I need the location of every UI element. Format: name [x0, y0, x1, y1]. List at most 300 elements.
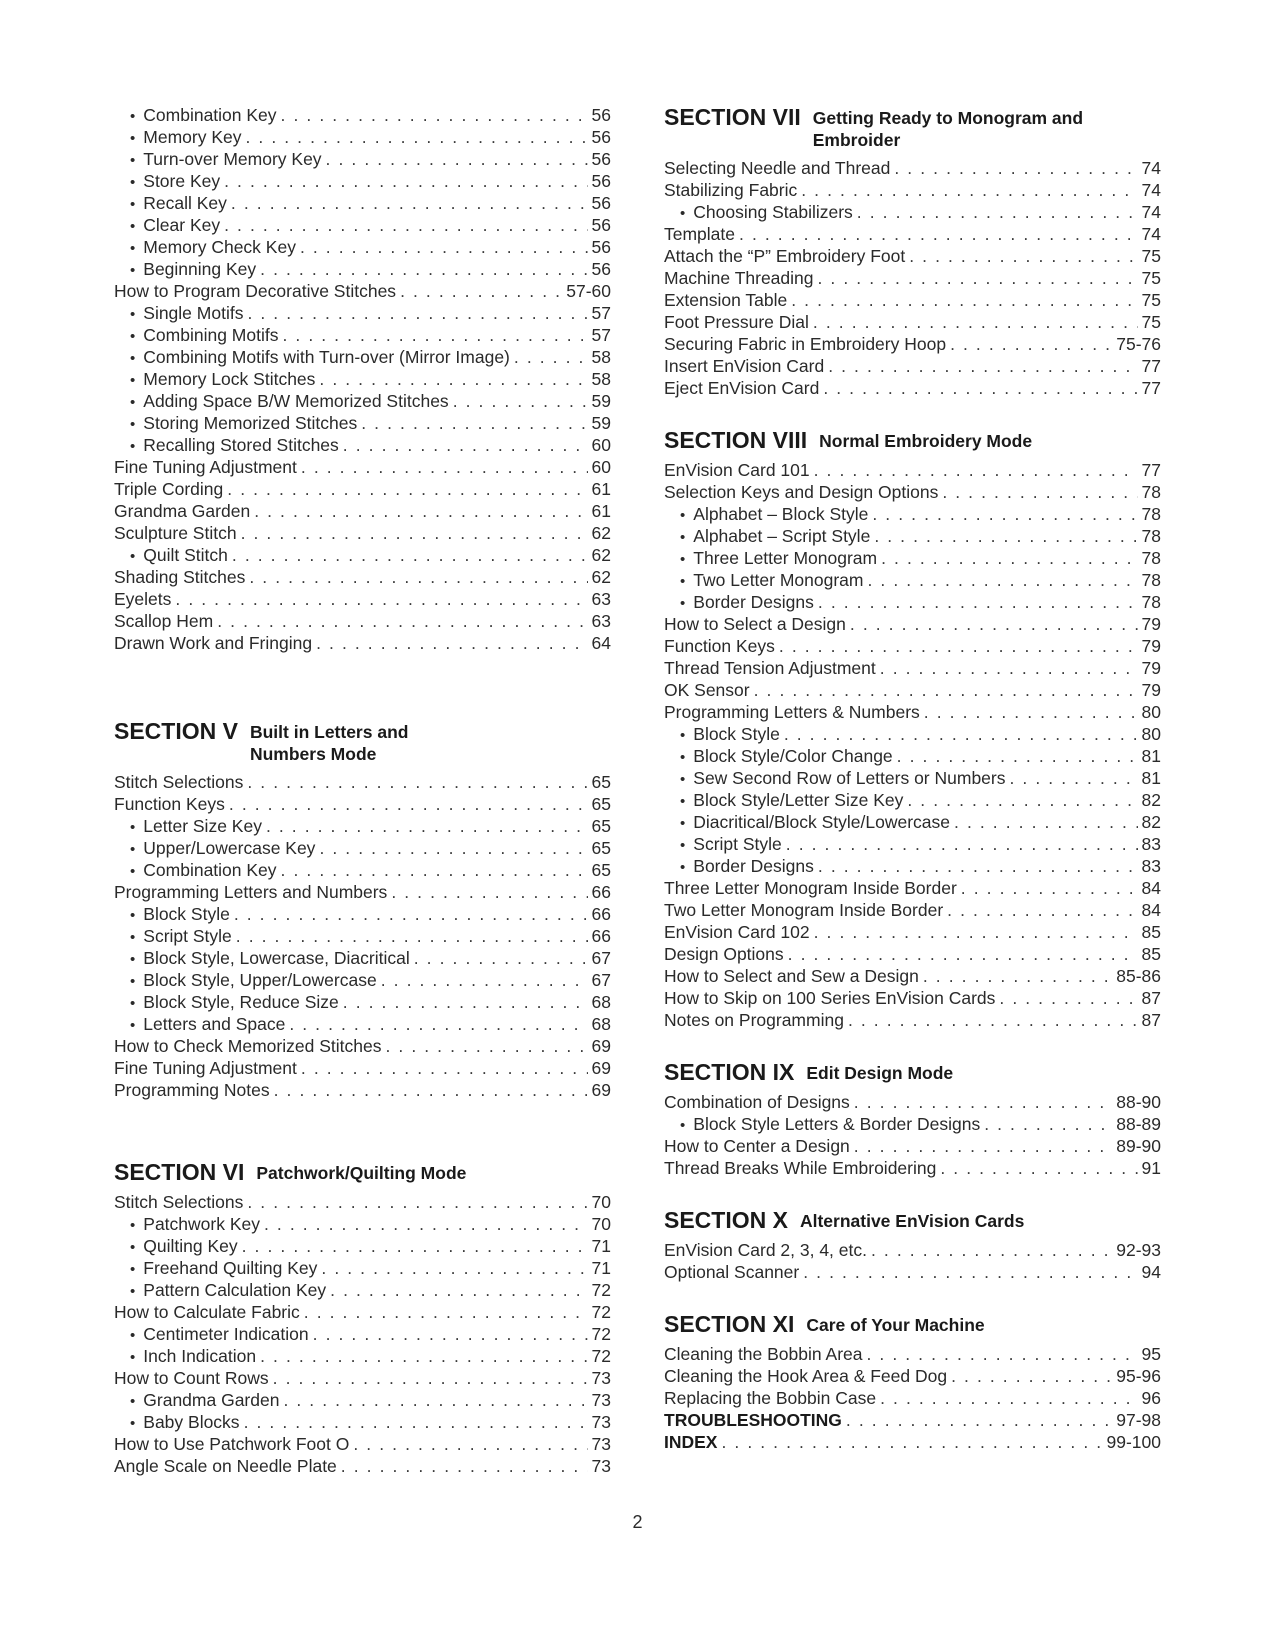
entry-page: 74: [1141, 202, 1161, 222]
dot-leader: [274, 1079, 588, 1101]
dot-leader: [739, 223, 1138, 245]
entry-page: 87: [1141, 988, 1161, 1008]
toc-subentry: [114, 1411, 611, 1433]
toc-subentry: [664, 503, 1161, 525]
dot-leader: [282, 324, 587, 346]
toc-entry: [114, 1079, 611, 1101]
dot-leader: [923, 965, 1112, 987]
entry-page: 65: [591, 816, 611, 836]
entry-title: • Quilting Key: [143, 1236, 238, 1256]
toc-subentry: [114, 258, 611, 280]
entry-title: • Store Key: [143, 171, 221, 191]
toc-subentry: [664, 833, 1161, 855]
entry-page: 72: [591, 1324, 611, 1344]
entry-title: • Quilt Stitch: [143, 545, 228, 565]
toc-list: [664, 459, 1161, 1031]
dot-leader: [850, 613, 1138, 635]
entry-title: • Block Style, Lowercase, Diacritical: [143, 948, 410, 968]
dot-leader: [391, 881, 587, 903]
section-title: Care of Your Machine: [806, 1315, 985, 1335]
toc-subentry: [114, 236, 611, 258]
entry-title: Fine Tuning Adjustment: [114, 1058, 297, 1078]
toc-list: [664, 1239, 1161, 1283]
entry-page: 77: [1141, 356, 1161, 376]
entry-page: 60: [591, 457, 611, 477]
dot-leader: [1010, 767, 1138, 789]
dot-leader: [872, 503, 1137, 525]
section-header: [114, 718, 611, 765]
entry-page: 56: [591, 215, 611, 235]
entry-page: 99-100: [1106, 1432, 1161, 1452]
entry-page: 77: [1141, 378, 1161, 398]
toc-subentry: [114, 1279, 611, 1301]
entry-title: EnVision Card 101: [664, 460, 810, 480]
entry-title: • Choosing Stabilizers: [693, 202, 853, 222]
entry-page: 57: [591, 303, 611, 323]
entry-page: 56: [591, 171, 611, 191]
toc-entry: [664, 223, 1161, 245]
toc-subentry: [664, 569, 1161, 591]
section-header: [664, 427, 1161, 453]
dot-leader: [217, 610, 587, 632]
section-title: Patchwork/Quilting Mode: [256, 1163, 467, 1183]
dot-leader: [234, 903, 588, 925]
entry-page: 59: [591, 413, 611, 433]
section-title: Getting Ready to Monogram and Embroider: [812, 108, 1084, 150]
dot-leader: [260, 1345, 587, 1367]
toc-entry: [114, 1035, 611, 1057]
entry-title: • Grandma Garden: [143, 1390, 280, 1410]
dot-leader: [721, 1431, 1102, 1453]
toc-entry: [664, 1239, 1161, 1261]
entry-page: 75: [1141, 268, 1161, 288]
entry-page: 94: [1141, 1262, 1161, 1282]
dot-leader: [385, 1035, 587, 1057]
dot-leader: [909, 245, 1137, 267]
entry-page: 68: [591, 1014, 611, 1034]
dot-leader: [814, 459, 1138, 481]
entry-page: 56: [591, 149, 611, 169]
entry-title: • Letters and Space: [143, 1014, 286, 1034]
entry-title: • Border Designs: [693, 856, 814, 876]
entry-page: 70: [591, 1192, 611, 1212]
toc-entry: [114, 566, 611, 588]
entry-page: 79: [1141, 658, 1161, 678]
entry-title: • Sew Second Row of Letters or Numbers: [693, 768, 1006, 788]
toc-entry: [664, 1431, 1161, 1453]
entry-page: 66: [591, 926, 611, 946]
entry-title: • Patchwork Key: [143, 1214, 260, 1234]
entry-page: 83: [1141, 834, 1161, 854]
dot-leader: [846, 1409, 1112, 1431]
dot-leader: [788, 943, 1138, 965]
toc-entry: [664, 377, 1161, 399]
entry-page: 69: [591, 1036, 611, 1056]
entry-page: 61: [591, 479, 611, 499]
entry-title: • Combination Key: [143, 105, 277, 125]
dot-leader: [281, 859, 588, 881]
dot-leader: [304, 1301, 588, 1323]
entry-title: Programming Letters & Numbers: [664, 702, 920, 722]
section-header: [664, 104, 1161, 151]
dot-leader: [854, 1135, 1112, 1157]
dot-leader: [300, 236, 588, 258]
toc-entry: [664, 1009, 1161, 1031]
toc-subentry: [114, 1213, 611, 1235]
entry-page: 73: [591, 1368, 611, 1388]
entry-title: Extension Table: [664, 290, 788, 310]
entry-page: 82: [1141, 790, 1161, 810]
entry-page: 63: [591, 611, 611, 631]
entry-page: 69: [591, 1058, 611, 1078]
dot-leader: [343, 991, 588, 1013]
entry-title: • Memory Lock Stitches: [143, 369, 316, 389]
entry-page: 83: [1141, 856, 1161, 876]
dot-leader: [784, 723, 1138, 745]
section-number: SECTION IX: [664, 1059, 795, 1085]
dot-leader: [786, 833, 1138, 855]
toc-subentry: [114, 859, 611, 881]
entry-title: • Script Style: [143, 926, 232, 946]
entry-page: 74: [1141, 224, 1161, 244]
toc-subentry: [664, 745, 1161, 767]
dot-leader: [779, 635, 1138, 657]
toc-entry: [664, 701, 1161, 723]
dot-leader: [951, 1365, 1112, 1387]
dot-leader: [283, 1389, 587, 1411]
entry-page: 67: [591, 970, 611, 990]
toc-entry: [114, 771, 611, 793]
toc-entry: [664, 965, 1161, 987]
entry-page: 80: [1141, 724, 1161, 744]
entry-page: 78: [1141, 482, 1161, 502]
entry-page: 78: [1141, 548, 1161, 568]
dot-leader: [313, 1323, 588, 1345]
entry-title: • Block Style Letters & Border Designs: [693, 1114, 981, 1134]
entry-page: 95: [1141, 1344, 1161, 1364]
entry-title: Programming Letters and Numbers: [114, 882, 388, 902]
entry-page: 65: [591, 794, 611, 814]
entry-title: Selecting Needle and Thread: [664, 158, 891, 178]
entry-title: How to Use Patchwork Foot O: [114, 1434, 350, 1454]
entry-page: 85: [1141, 944, 1161, 964]
entry-page: 75: [1141, 290, 1161, 310]
toc-subentry: [114, 903, 611, 925]
entry-page: 60: [591, 435, 611, 455]
toc-subentry: [114, 390, 611, 412]
dot-leader: [247, 302, 587, 324]
dot-leader: [224, 214, 587, 236]
dot-leader: [242, 1235, 588, 1257]
toc-entry: [114, 456, 611, 478]
toc-subentry: [664, 1113, 1161, 1135]
dot-leader: [813, 311, 1138, 333]
dot-leader: [867, 569, 1137, 591]
toc-entry: [664, 179, 1161, 201]
entry-title: • Baby Blocks: [143, 1412, 240, 1432]
entry-title: Optional Scanner: [664, 1262, 800, 1282]
section-header: [664, 1207, 1161, 1233]
toc-entry: [114, 522, 611, 544]
entry-page: 57: [591, 325, 611, 345]
dot-leader: [326, 148, 588, 170]
toc-entry: [114, 610, 611, 632]
dot-leader: [266, 815, 588, 837]
entry-title: • Diacritical/Block Style/Lowercase: [693, 812, 951, 832]
section-header: [114, 1159, 611, 1185]
dot-leader: [289, 1013, 587, 1035]
toc-entry: [114, 881, 611, 903]
toc-entry: [664, 613, 1161, 635]
entry-title: • Two Letter Monogram: [693, 570, 864, 590]
dot-leader: [871, 1239, 1112, 1261]
entry-page: 62: [591, 545, 611, 565]
entry-title: Fine Tuning Adjustment: [114, 457, 297, 477]
toc-entry: [114, 588, 611, 610]
entry-title: Drawn Work and Fringing: [114, 633, 313, 653]
dot-leader: [791, 289, 1137, 311]
dot-leader: [897, 745, 1138, 767]
entry-title: Foot Pressure Dial: [664, 312, 809, 332]
dot-leader: [940, 1157, 1137, 1179]
toc-subentry: [114, 991, 611, 1013]
entry-title: • Inch Indication: [143, 1346, 257, 1366]
entry-title: How to Skip on 100 Series EnVision Cards: [664, 988, 996, 1008]
toc-entry: [664, 311, 1161, 333]
entry-title: Grandma Garden: [114, 501, 251, 521]
entry-title: Triple Cording: [114, 479, 224, 499]
toc-entry: [664, 289, 1161, 311]
dot-leader: [175, 588, 587, 610]
entry-title: • Single Motifs: [143, 303, 244, 323]
entry-page: 56: [591, 237, 611, 257]
entry-page: 59: [591, 391, 611, 411]
dot-leader: [818, 267, 1138, 289]
entry-page: 82: [1141, 812, 1161, 832]
entry-page: 95-96: [1116, 1366, 1161, 1386]
dot-leader: [260, 258, 587, 280]
dot-leader: [245, 126, 587, 148]
entry-page: 61: [591, 501, 611, 521]
dot-leader: [244, 1411, 588, 1433]
dot-leader: [231, 192, 588, 214]
toc-subentry: [664, 591, 1161, 613]
section-title: Normal Embroidery Mode: [819, 431, 1033, 451]
dot-leader: [818, 591, 1138, 613]
entry-title: Cleaning the Bobbin Area: [664, 1344, 863, 1364]
entry-title: How to Count Rows: [114, 1368, 269, 1388]
entry-title: Scallop Hem: [114, 611, 214, 631]
entry-page: 73: [591, 1456, 611, 1476]
dot-leader: [924, 701, 1138, 723]
toc-entry: [664, 1261, 1161, 1283]
entry-title: OK Sensor: [664, 680, 750, 700]
entry-page: 75: [1141, 312, 1161, 332]
toc-subentry: [664, 547, 1161, 569]
dot-leader: [984, 1113, 1112, 1135]
dot-leader: [264, 1213, 588, 1235]
toc-subentry: [664, 855, 1161, 877]
toc-subentry: [114, 126, 611, 148]
dot-leader: [880, 657, 1138, 679]
toc-entry: [114, 1455, 611, 1477]
toc-entry: [664, 1387, 1161, 1409]
entry-title: • Block Style/Color Change: [693, 746, 893, 766]
dot-leader: [273, 1367, 588, 1389]
entry-title: Eject EnVision Card: [664, 378, 820, 398]
entry-title: Three Letter Monogram Inside Border: [664, 878, 957, 898]
entry-page: 66: [591, 904, 611, 924]
entry-page: 79: [1141, 614, 1161, 634]
entry-page: 84: [1141, 900, 1161, 920]
entry-page: 64: [591, 633, 611, 653]
toc-entry: [114, 793, 611, 815]
entry-page: 81: [1141, 746, 1161, 766]
entry-title: How to Calculate Fabric: [114, 1302, 300, 1322]
toc-section: [664, 104, 1161, 399]
toc-subentry: [114, 815, 611, 837]
toc-subentry: [114, 302, 611, 324]
toc-entry: [664, 1091, 1161, 1113]
toc-entry: [114, 500, 611, 522]
dot-leader: [961, 877, 1138, 899]
entry-page: 84: [1141, 878, 1161, 898]
entry-page: 68: [591, 992, 611, 1012]
dot-leader: [801, 179, 1137, 201]
section-number: SECTION VII: [664, 104, 801, 130]
entry-title: How to Select and Sew a Design: [664, 966, 919, 986]
dot-leader: [848, 1009, 1138, 1031]
entry-page: 65: [591, 772, 611, 792]
toc-subentry: [114, 192, 611, 214]
entry-title: Eyelets: [114, 589, 172, 609]
entry-page: 58: [591, 369, 611, 389]
toc-section: [664, 1311, 1161, 1453]
toc-subentry: [664, 723, 1161, 745]
toc-entry: [664, 657, 1161, 679]
entry-title: INDEX: [664, 1432, 718, 1452]
toc-section: [114, 1159, 611, 1477]
toc-list: [664, 1091, 1161, 1179]
entry-title: Function Keys: [664, 636, 775, 656]
toc-section: [664, 1059, 1161, 1179]
dot-leader: [874, 525, 1137, 547]
toc-subentry: [114, 544, 611, 566]
toc-entry: [114, 632, 611, 654]
entry-page: 74: [1141, 180, 1161, 200]
toc-subentry: [664, 811, 1161, 833]
entry-page: 97-98: [1116, 1410, 1161, 1430]
toc-entry: [664, 1135, 1161, 1157]
entry-title: Stitch Selections: [114, 1192, 244, 1212]
right-column: [664, 104, 1161, 1481]
dot-leader: [249, 566, 587, 588]
toc-list: [114, 771, 611, 1101]
dot-leader: [319, 368, 587, 390]
entry-title: Programming Notes: [114, 1080, 270, 1100]
section-number: SECTION VIII: [664, 427, 808, 453]
entry-page: 74: [1141, 158, 1161, 178]
entry-page: 78: [1141, 592, 1161, 612]
toc-entry: [664, 877, 1161, 899]
toc-subentry: [114, 148, 611, 170]
toc-subentry: [114, 346, 611, 368]
dot-leader: [814, 921, 1138, 943]
entry-page: 91: [1141, 1158, 1161, 1178]
toc-entry: [664, 157, 1161, 179]
toc-entry: [664, 987, 1161, 1009]
entry-title: • Three Letter Monogram: [693, 548, 878, 568]
entry-page: 73: [591, 1390, 611, 1410]
entry-title: Two Letter Monogram Inside Border: [664, 900, 944, 920]
toc-entry: [664, 267, 1161, 289]
entry-title: Stitch Selections: [114, 772, 244, 792]
dot-leader: [224, 170, 587, 192]
entry-title: • Combination Key: [143, 860, 277, 880]
toc-section: [664, 427, 1161, 1031]
dot-leader: [400, 280, 562, 302]
toc-subentry: [664, 767, 1161, 789]
entry-title: Combination of Designs: [664, 1092, 850, 1112]
dot-leader: [754, 679, 1138, 701]
dot-leader: [818, 855, 1138, 877]
entry-title: How to Select a Design: [664, 614, 846, 634]
entry-title: Thread Breaks While Embroidering: [664, 1158, 937, 1178]
entry-title: • Border Designs: [693, 592, 814, 612]
dot-leader: [236, 925, 588, 947]
dot-leader: [857, 201, 1138, 223]
entry-title: Insert EnVision Card: [664, 356, 825, 376]
toc-subentry: [114, 1235, 611, 1257]
dot-leader: [232, 544, 588, 566]
entry-title: Attach the “P” Embroidery Foot: [664, 246, 906, 266]
entry-title: • Storing Memorized Stitches: [143, 413, 358, 433]
dot-leader: [894, 157, 1137, 179]
dot-leader: [880, 1387, 1137, 1409]
entry-title: Securing Fabric in Embroidery Hoop: [664, 334, 947, 354]
left-column: [114, 104, 611, 1505]
toc-entry: [664, 245, 1161, 267]
toc-entry: [664, 333, 1161, 355]
toc-section: [114, 718, 611, 1101]
entry-page: 57-60: [566, 281, 611, 301]
entry-title: • Combining Motifs: [143, 325, 279, 345]
dot-leader: [999, 987, 1137, 1009]
toc-list: [664, 157, 1161, 399]
toc-entry: [664, 481, 1161, 503]
entry-title: Notes on Programming: [664, 1010, 844, 1030]
entry-page: 71: [591, 1258, 611, 1278]
entry-page: 56: [591, 259, 611, 279]
toc-subentry: [114, 947, 611, 969]
entry-page: 78: [1141, 504, 1161, 524]
entry-title: EnVision Card 2, 3, 4, etc.: [664, 1240, 867, 1260]
toc-subentry: [114, 1345, 611, 1367]
entry-page: 81: [1141, 768, 1161, 788]
entry-title: Design Options: [664, 944, 784, 964]
dot-leader: [823, 377, 1137, 399]
entry-page: 88-89: [1116, 1114, 1161, 1134]
entry-page: 88-90: [1116, 1092, 1161, 1112]
entry-title: • Upper/Lowercase Key: [143, 838, 316, 858]
entry-title: EnVision Card 102: [664, 922, 810, 942]
section-number: SECTION XI: [664, 1311, 795, 1337]
entry-page: 56: [591, 127, 611, 147]
entry-title: How to Check Memorized Stitches: [114, 1036, 382, 1056]
toc-entry: [664, 355, 1161, 377]
entry-title: Stabilizing Fabric: [664, 180, 798, 200]
entry-page: 87: [1141, 1010, 1161, 1030]
